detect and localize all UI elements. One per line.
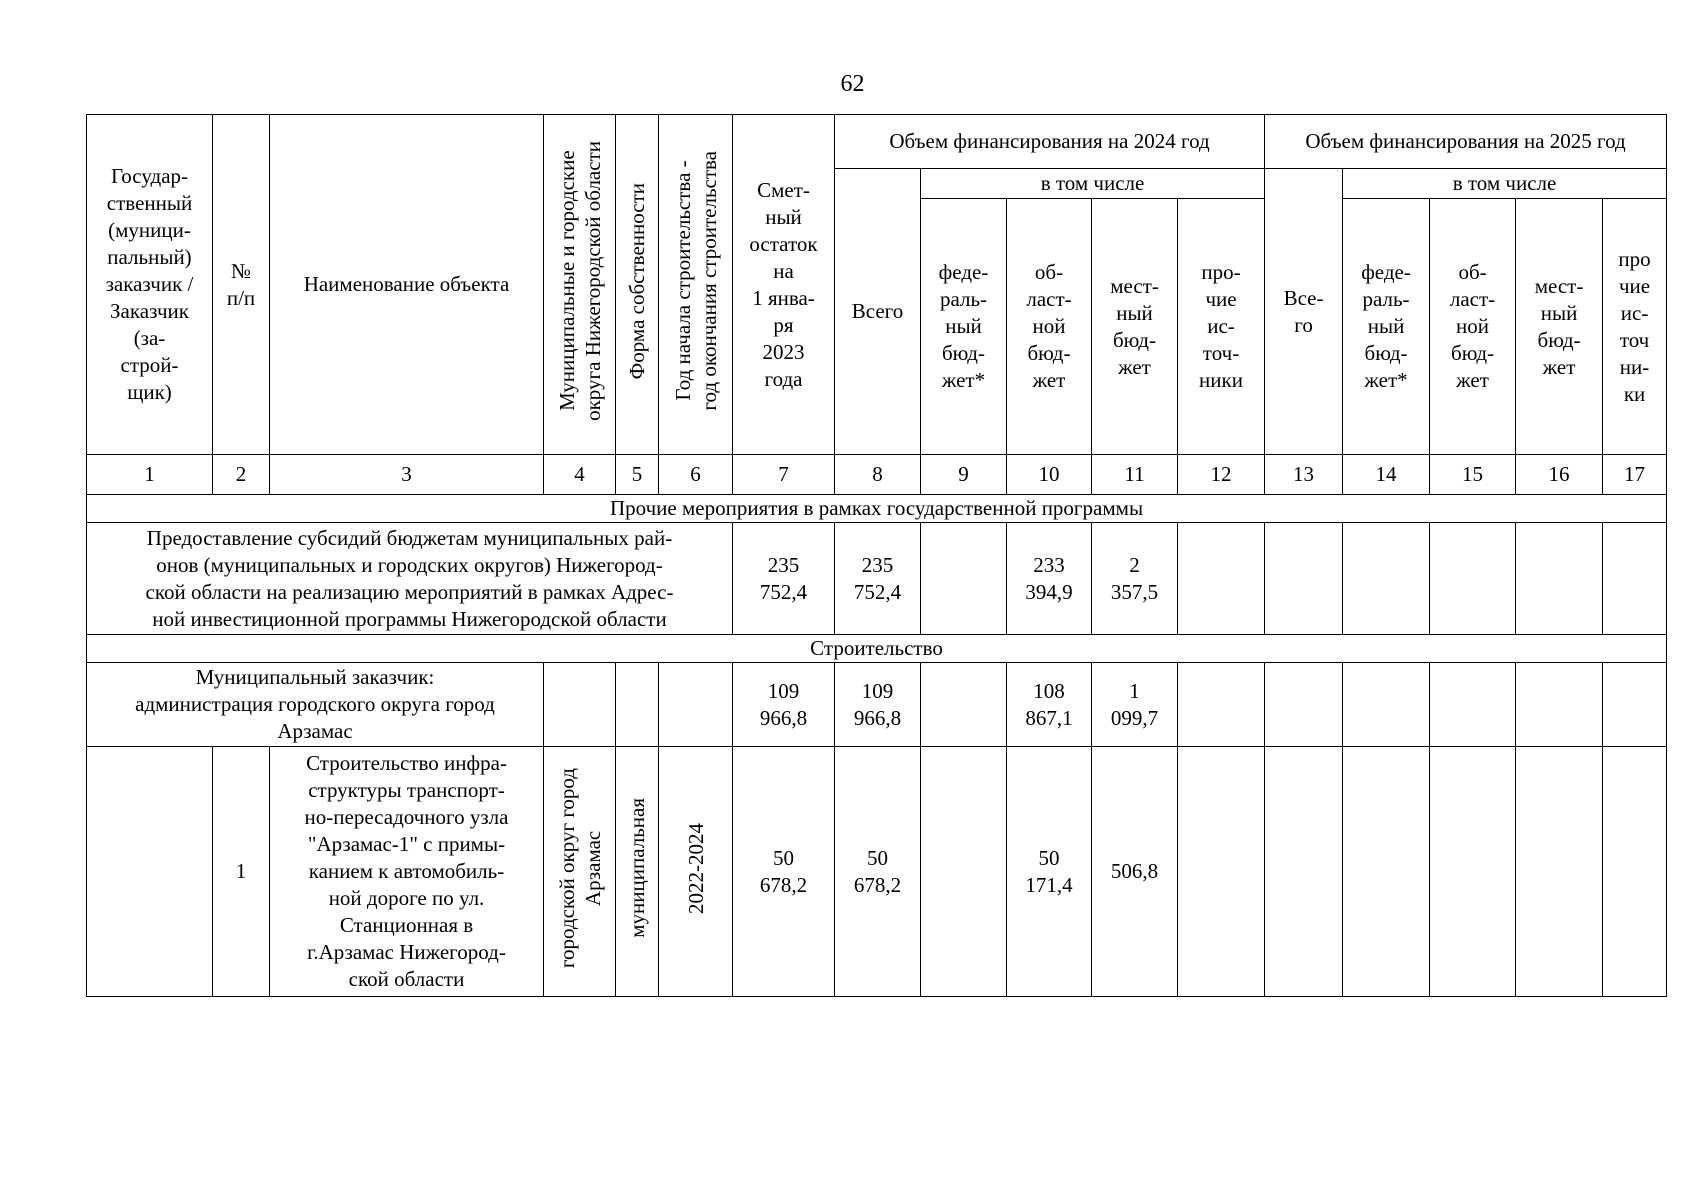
object-number: 1: [213, 747, 270, 997]
col-number: 2: [213, 455, 270, 495]
customer-federal-2024: [921, 663, 1007, 747]
col-number: 14: [1343, 455, 1430, 495]
header-regional-2024: об- ласт- ной бюд- жет: [1007, 199, 1092, 455]
object-remaining-cost: 50 678,2: [733, 747, 835, 997]
header-federal-2024: феде- раль- ный бюд- жет*: [921, 199, 1007, 455]
subsidy-federal-2025: [1343, 523, 1430, 635]
object-local-2024: 506,8: [1092, 747, 1178, 997]
col-number: 17: [1603, 455, 1667, 495]
col-number: 7: [733, 455, 835, 495]
subsidy-regional-2024: 233 394,9: [1007, 523, 1092, 635]
header-including-2024: в том числе: [921, 169, 1265, 199]
header-regional-2025: об- ласт- ной бюд- жет: [1430, 199, 1516, 455]
subsidy-local-2024: 2 357,5: [1092, 523, 1178, 635]
object-total-2025: [1265, 747, 1343, 997]
col-number: 12: [1178, 455, 1265, 495]
subsidy-other-2025: [1603, 523, 1667, 635]
header-total-2024: Всего: [835, 169, 921, 455]
object-ownership: муниципальная: [616, 747, 659, 997]
header-ownership: Форма собственности: [616, 115, 659, 455]
object-other-2025: [1603, 747, 1667, 997]
subsidy-description: Предоставление субсидий бюджетам муниципальных рай- онов (муниципальных и городских округов) Нижегород- ской области на реализацию мероприятий в рамках Адрес- ной инвестиционной программы Нижегородской области: [87, 523, 733, 635]
header-financing-2025: Объем финансирования на 2025 год: [1265, 115, 1667, 169]
subsidy-total-2025: [1265, 523, 1343, 635]
customer-district: [544, 663, 616, 747]
col-number: 1: [87, 455, 213, 495]
header-local-2025: мест- ный бюд- жет: [1516, 199, 1603, 455]
col-number: 10: [1007, 455, 1092, 495]
col-number: 15: [1430, 455, 1516, 495]
financing-table: [86, 114, 1667, 997]
header-other-2024: про- чие ис- точ- ники: [1178, 199, 1265, 455]
customer-total-2025: [1265, 663, 1343, 747]
customer-local-2025: [1516, 663, 1603, 747]
customer-total-2024: 109 966,8: [835, 663, 921, 747]
section-title-construction: Строительство: [87, 635, 1667, 663]
col-number: 9: [921, 455, 1007, 495]
page-number: 62: [840, 71, 865, 97]
object-regional-2025: [1430, 747, 1516, 997]
col-number: 16: [1516, 455, 1603, 495]
col-number: 13: [1265, 455, 1343, 495]
header-number: № п/п: [213, 115, 270, 455]
object-federal-2025: [1343, 747, 1430, 997]
col-number: 8: [835, 455, 921, 495]
header-object-name: Наименование объекта: [270, 115, 544, 455]
header-row-1: [87, 115, 1667, 169]
object-customer: [87, 747, 213, 997]
header-financing-2024: Объем финансирования на 2024 год: [835, 115, 1265, 169]
object-district: городской округ город Арзамас: [544, 747, 616, 997]
customer-description: Муниципальный заказчик: администрация городского округа город Арзамас: [87, 663, 544, 747]
header-including-2025: в том числе: [1343, 169, 1667, 199]
col-number: 5: [616, 455, 659, 495]
customer-other-2024: [1178, 663, 1265, 747]
customer-other-2025: [1603, 663, 1667, 747]
col-number: 11: [1092, 455, 1178, 495]
subsidy-remaining-cost: 235 752,4: [733, 523, 835, 635]
section-title-other: Прочие мероприятия в рамках государственной программы: [87, 495, 1667, 523]
object-total-2024: 50 678,2: [835, 747, 921, 997]
header-district: Муниципальные и городские округа Нижегородской области: [544, 115, 616, 455]
section-row-other: [87, 495, 1667, 523]
customer-years: [659, 663, 733, 747]
header-customer: Государ- ственный (муници- пальный) заказчик / Заказчик (за- строй- щик): [87, 115, 213, 455]
col-number: 3: [270, 455, 544, 495]
subsidy-local-2025: [1516, 523, 1603, 635]
subsidy-federal-2024: [921, 523, 1007, 635]
customer-federal-2025: [1343, 663, 1430, 747]
table-row-subsidy: [87, 523, 1667, 635]
object-years: 2022-2024: [659, 747, 733, 997]
column-numbers-row: [87, 455, 1667, 495]
customer-regional-2025: [1430, 663, 1516, 747]
header-local-2024: мест- ный бюд- жет: [1092, 199, 1178, 455]
object-other-2024: [1178, 747, 1265, 997]
header-total-2025: Все- го: [1265, 169, 1343, 455]
object-name: Строительство инфра- структуры транспорт- но-пересадочного узла "Арзамас-1" с примы- канием к автомобиль- ной дороге по ул. Станционная в г.Арзамас Нижегород- ской области: [270, 747, 544, 997]
object-regional-2024: 50 171,4: [1007, 747, 1092, 997]
subsidy-other-2024: [1178, 523, 1265, 635]
col-number: 4: [544, 455, 616, 495]
customer-regional-2024: 108 867,1: [1007, 663, 1092, 747]
col-number: 6: [659, 455, 733, 495]
subsidy-total-2024: 235 752,4: [835, 523, 921, 635]
customer-ownership: [616, 663, 659, 747]
header-remaining-cost: Смет- ный остаток на 1 янва- ря 2023 года: [733, 115, 835, 455]
customer-remaining-cost: 109 966,8: [733, 663, 835, 747]
header-years: Год начала строительства - год окончания строительства: [659, 115, 733, 455]
section-row-construction: [87, 635, 1667, 663]
header-other-2025: про чие ис- точ ни- ки: [1603, 199, 1667, 455]
table-row-object: [87, 747, 1667, 997]
header-federal-2025: феде- раль- ный бюд- жет*: [1343, 199, 1430, 455]
object-local-2025: [1516, 747, 1603, 997]
object-federal-2024: [921, 747, 1007, 997]
table-row-customer: [87, 663, 1667, 747]
customer-local-2024: 1 099,7: [1092, 663, 1178, 747]
subsidy-regional-2025: [1430, 523, 1516, 635]
